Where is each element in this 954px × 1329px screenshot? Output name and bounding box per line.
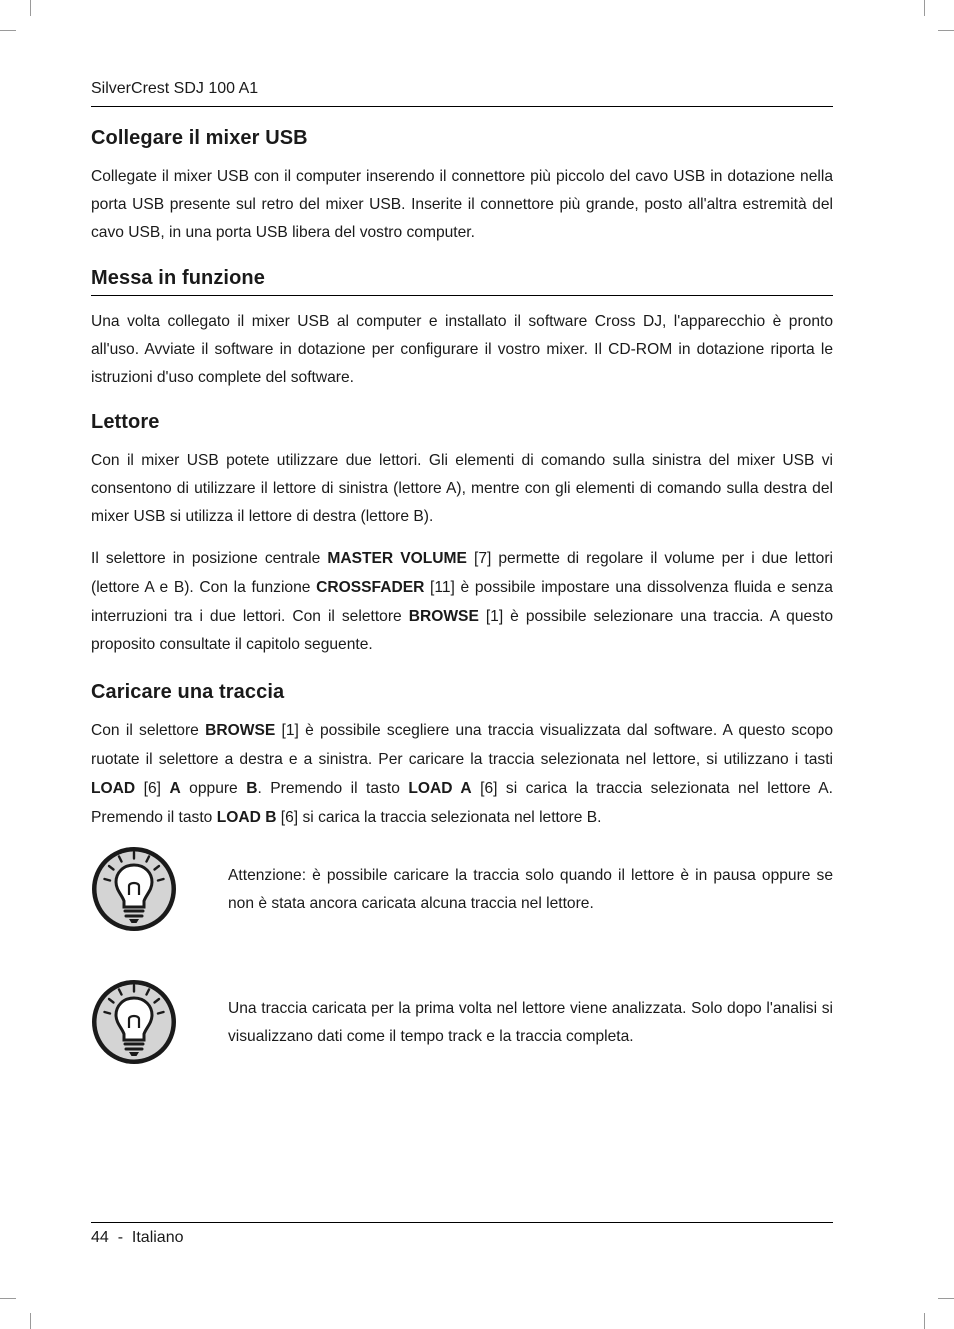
footer-rule: [91, 1222, 833, 1223]
crop-mark: [30, 0, 31, 16]
section-title-caricare: Caricare una traccia: [91, 681, 285, 704]
section-text-collegare: Collegate il mixer USB con il computer inserendo il connettore più piccolo del cavo USB in dotazione nella porta USB presente sul retro del mixer USB. Inserite il connettore più grande, posto all'altra estremità del cavo USB, in una porta USB libera del vostro computer.: [91, 168, 833, 241]
header-rule: [91, 106, 833, 107]
crop-mark: [938, 30, 954, 31]
crop-mark: [924, 0, 925, 16]
note-box: [91, 979, 833, 1069]
crop-mark: [0, 1298, 16, 1299]
section-rule: [91, 295, 833, 296]
b-label: B: [246, 779, 258, 797]
note-text: Attenzione: è possibile caricare la traccia solo quando il lettore è in pausa oppure se non è stata ancora caricata alcuna traccia nel lettore.: [228, 867, 833, 912]
crop-mark: [30, 1313, 31, 1329]
section-text-lettore-1: Con il mixer USB potete utilizzare due lettori. Gli elementi di comando sulla sinistra del mixer USB vi consentono di utilizzare il lettore di sinistra (lettore A), mentre con gli elementi di comando sulla destra del mixer USB si utilizza il lettore di destra (lettore B).: [91, 452, 833, 525]
section-text-messa: Una volta collegato il mixer USB al computer e installato il software Cross DJ, l'apparecchio è pronto all'uso. Avviate il software in dotazione per configurare il vostro mixer. Il CD-ROM in dotazione riporta le istruzioni d'uso complete del software.: [91, 313, 833, 386]
page-number: 44: [91, 1229, 109, 1246]
a-label: A: [169, 779, 181, 797]
load-a-label: LOAD A: [408, 779, 472, 797]
lightbulb-icon: [91, 979, 177, 1065]
browse-label: BROWSE: [408, 607, 479, 625]
lightbulb-icon: [91, 846, 177, 932]
page-footer: [91, 1228, 184, 1248]
crop-mark: [924, 1313, 925, 1329]
section-title-messa: Messa in funzione: [91, 267, 265, 289]
crop-mark: [0, 30, 16, 31]
footer-language: Italiano: [131, 1229, 184, 1246]
note-text: Una traccia caricata per la prima volta nel lettore viene analizzata. Solo dopo l'analisi si visualizzano dati come il tempo track e la traccia completa.: [228, 1000, 833, 1045]
master-volume-label: MASTER VOLUME: [327, 550, 467, 567]
load-b-label: LOAD B: [216, 808, 277, 826]
crop-mark: [938, 1298, 954, 1299]
note-box: [91, 846, 833, 936]
section-title-collegare: Collegare il mixer USB: [91, 127, 308, 149]
section-text-lettore-2: Il selettore in posizione centrale MASTER VOLUME [7] permette di regolare il volume per i due lettori (lettore A e B). Con la funzione CROSSFADER [11] è possibile impostare una dissolvenza fluida e senza interruzioni tra i due lettori. Con il selettore BROWSE [1] è possibile selezionare una traccia. A questo proposito consultate il capitolo seguente.: [91, 550, 833, 654]
section-title-lettore: Lettore: [91, 411, 160, 433]
section-text-caricare: Con il selettore BROWSE [1] è possibile scegliere una traccia visualizzata dal software. A questo scopo ruotate il selettore a destra e a sinistra. Per caricare la traccia selezionata nel lettore, si utilizzano i tasti LOAD [6] A oppure B. Premendo il tasto LOAD A [6] si carica la traccia selezionata nel lettore A. Premendo il tasto LOAD B [6] si carica la traccia selezionata nel lettore B.: [91, 722, 833, 826]
page-content: [91, 124, 833, 832]
browse-label: BROWSE: [205, 722, 276, 740]
load-label: LOAD: [91, 779, 136, 797]
footer-separator: -: [117, 1229, 124, 1246]
running-header: SilverCrest SDJ 100 A1: [91, 80, 259, 97]
crossfader-label: CROSSFADER: [316, 578, 425, 596]
